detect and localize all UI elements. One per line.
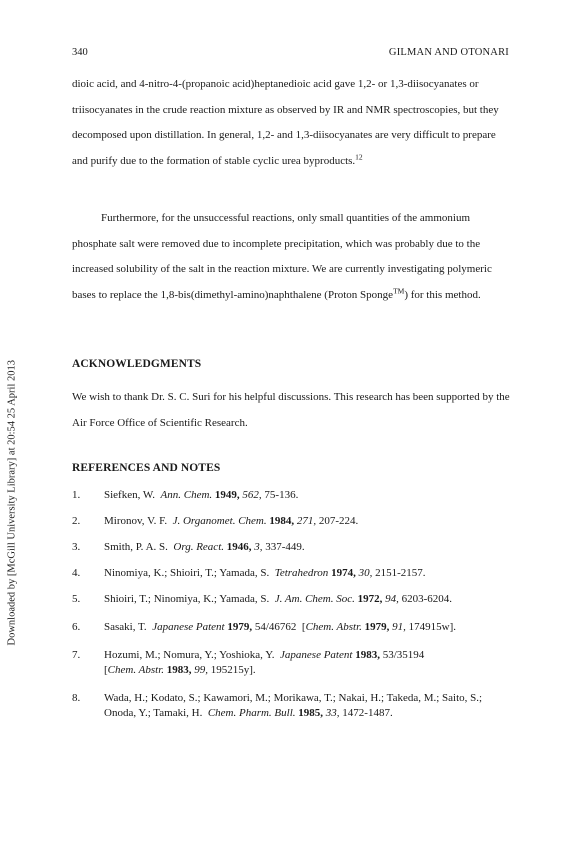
reference-item (72, 566, 512, 581)
reference-number: 4. (72, 567, 81, 579)
reference-journal: Chem. Abstr. (305, 621, 362, 633)
reference-volume: 91, (392, 621, 406, 633)
references-heading: REFERENCES AND NOTES (72, 462, 221, 474)
body-paragraph-2 (72, 206, 512, 308)
reference-authors: Siefken, W. (104, 489, 156, 501)
reference-bracket: [ (104, 664, 108, 676)
reference-journal: Ann. Chem. (160, 489, 213, 501)
paragraph-text-end: ) for this method. (404, 288, 481, 301)
reference-number: 5. (72, 593, 81, 605)
download-watermark: Downloaded by [McGill University Library] at 20:54 25 April 2013 (6, 360, 18, 646)
reference-bracket: [ (301, 621, 306, 633)
reference-authors: Wada, H.; Kodato, S.; Kawamori, M.; Morikawa, T.; Nakai, H.; Takeda, M.; Saito, S.; Onoda, Y.; Tamaki, H. (104, 692, 483, 719)
reference-pages: 174915w]. (408, 621, 457, 633)
reference-patent-number: 53/35194 (382, 649, 425, 661)
reference-volume: 562, (242, 489, 262, 501)
reference-volume: 3, (254, 541, 263, 553)
reference-authors: Shioiri, T.; Ninomiya, K.; Yamada, S. (104, 593, 270, 605)
reference-number: 2. (72, 515, 81, 527)
reference-year: 1983, (166, 664, 192, 676)
reference-item (72, 540, 512, 555)
reference-patent-number: 54/46762 (254, 621, 297, 633)
reference-journal: Org. React. (173, 541, 224, 553)
reference-pages: 75-136. (264, 489, 299, 501)
reference-authors: Smith, P. A. S. (104, 541, 168, 553)
page-number: 340 (72, 47, 88, 58)
reference-volume: 271, (296, 515, 317, 527)
reference-authors: Sasaki, T. (104, 621, 147, 633)
reference-volume: 30, (358, 567, 373, 579)
reference-number: 6. (72, 621, 81, 633)
running-head: GILMAN AND OTONARI (388, 47, 509, 58)
reference-item (72, 488, 512, 503)
paragraph-text: dioic acid, and 4-nitro-4-(propanoic acid)heptanedioic acid gave 1,2- or 1,3-diisocyanates or triisocyanates in the crude reaction mixture as observed by IR and NMR spectroscopies, but they decomposed upon distillation. In general, 1,2- and 1,3-diisocyanates are very difficult to prepare and purify due to the formation of stable cyclic urea byproducts. (72, 78, 499, 167)
trademark-superscript: TM (393, 286, 405, 296)
reference-journal: Japanese Patent (152, 621, 225, 633)
reference-number: 1. (72, 489, 81, 501)
reference-item (72, 691, 512, 721)
reference-pages: 207-224. (318, 515, 359, 527)
reference-year: 1983, (355, 649, 380, 661)
acknowledgments-text: We wish to thank Dr. S. C. Suri for his helpful discussions. This research has been supported by the Air Force Office of Scientific Research. (72, 391, 510, 429)
reference-journal: Chem. Abstr. (107, 664, 165, 676)
reference-number: 8. (72, 692, 81, 704)
reference-year: 1985, (298, 707, 324, 719)
reference-year: 1949, (214, 489, 240, 501)
reference-list (72, 488, 512, 721)
reference-journal: Tetrahedron (274, 567, 329, 579)
acknowledgments-heading: ACKNOWLEDGMENTS (72, 358, 202, 370)
reference-volume: 94, (385, 593, 399, 605)
reference-number: 7. (72, 649, 81, 661)
reference-year: 1974, (331, 567, 356, 579)
reference-pages: 1472-1487. (342, 707, 393, 719)
body-paragraph-1 (72, 72, 512, 174)
reference-item (72, 620, 512, 635)
reference-pages: 6203-6204. (401, 593, 453, 605)
paragraph-text: Furthermore, for the unsuccessful reactions, only small quantities of the ammonium phosphate salt were removed due to incomplete precipitation, which was probably due to the increased solubility of the salt in the reaction mixture. We are currently investigating polymeric bases to replace the 1,8-bis(dimethyl-amino)naphthalene (Proton Sponge (72, 212, 492, 301)
citation-superscript: 12 (355, 152, 363, 162)
reference-year: 1984, (269, 515, 295, 527)
reference-year: 1972, (357, 593, 383, 605)
reference-year: 1979, (364, 621, 390, 633)
reference-item (72, 514, 512, 529)
reference-item (72, 648, 512, 678)
reference-pages: 195215y]. (210, 664, 256, 676)
reference-pages: 2151-2157. (375, 567, 426, 579)
reference-authors: Ninomiya, K.; Shioiri, T.; Yamada, S. (104, 567, 270, 579)
reference-pages: 337-449. (265, 541, 305, 553)
reference-journal: Chem. Pharm. Bull. (207, 707, 296, 719)
reference-volume: 99, (194, 664, 209, 676)
reference-journal: Japanese Patent (280, 649, 353, 661)
reference-volume: 33, (325, 707, 340, 719)
reference-number: 3. (72, 541, 81, 553)
reference-journal: J. Am. Chem. Soc. (274, 593, 355, 605)
reference-authors: Hozumi, M.; Nomura, Y.; Yoshioka, Y. (104, 649, 275, 661)
reference-year: 1946, (226, 541, 252, 553)
reference-year: 1979, (227, 621, 253, 633)
reference-authors: Mironov, V. F. (104, 515, 168, 527)
reference-journal: J. Organomet. Chem. (172, 515, 267, 527)
reference-item (72, 592, 512, 607)
